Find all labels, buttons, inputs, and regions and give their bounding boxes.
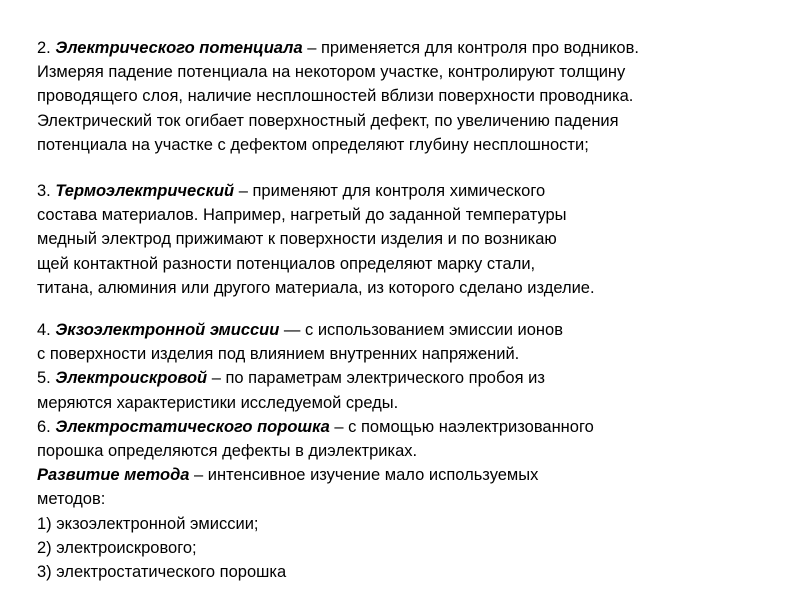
method-term: Термоэлектрический	[55, 182, 235, 200]
method-term: Электроискровой	[55, 369, 208, 388]
text-line	[37, 318, 594, 342]
text-line: методов:	[37, 490, 106, 509]
section-thermoelectric	[37, 179, 595, 300]
text-line	[37, 366, 594, 390]
text-line: состава материалов. Например, нагретый до заданной температуры	[37, 206, 567, 225]
item-number: 5.	[37, 369, 56, 388]
text-line	[37, 463, 594, 487]
method-term: Электростатического порошка	[55, 417, 330, 436]
text-line	[37, 179, 595, 203]
list-item: 1) экзоэлектронной эмиссии;	[37, 514, 259, 533]
text-fragment: – интенсивное изучение мало используемых	[189, 466, 539, 485]
text-line: с поверхности изделия под влиянием внутренних напряжений.	[37, 345, 520, 364]
development-term: Развитие метода	[37, 466, 190, 485]
method-term: Электрического потенциала	[55, 39, 303, 57]
text-fragment: – применяют для контроля химического	[234, 182, 546, 200]
text-line: щей контактной разности потенциалов определяют марку стали,	[37, 254, 536, 273]
text-line: потенциала на участке с дефектом определяют глубину несплошности;	[37, 135, 589, 154]
text-line: порошка определяются дефекты в диэлектриках.	[37, 441, 418, 460]
text-line: титана, алюминия или другого материала, из которого сделано изделие.	[37, 278, 595, 297]
text-line	[37, 415, 594, 439]
text-line	[37, 36, 639, 60]
list-item: 2) электроискрового;	[37, 538, 197, 557]
section-electric-potential	[37, 36, 639, 157]
text-line: меряются характеристики исследуемой среды.	[37, 393, 399, 412]
text-line: медный электрод прижимают к поверхности изделия и по возникаю	[37, 230, 557, 249]
item-number: 3.	[37, 182, 56, 200]
item-number: 6.	[37, 417, 56, 436]
text-fragment: – применяется для контроля про водников.	[302, 39, 639, 57]
item-number: 4.	[37, 321, 56, 339]
text-fragment: – по параметрам электрического пробоя из	[207, 369, 545, 388]
text-line: Измеряя падение потенциала на некотором участке, контролируют толщину	[37, 63, 626, 82]
text-fragment: – с помощью наэлектризованного	[329, 417, 594, 436]
method-term: Экзоэлектронной эмиссии	[55, 321, 280, 339]
item-number: 2.	[37, 39, 56, 57]
list-item: 3) электростатического порошка	[37, 562, 287, 581]
text-fragment: — с использованием эмиссии ионов	[279, 321, 563, 339]
text-line: Электрический ток огибает поверхностный дефект, по увеличению падения	[37, 111, 619, 130]
text-line: проводящего слоя, наличие несплошностей вблизи поверхности проводника.	[37, 87, 634, 106]
section-other-methods	[37, 318, 594, 584]
